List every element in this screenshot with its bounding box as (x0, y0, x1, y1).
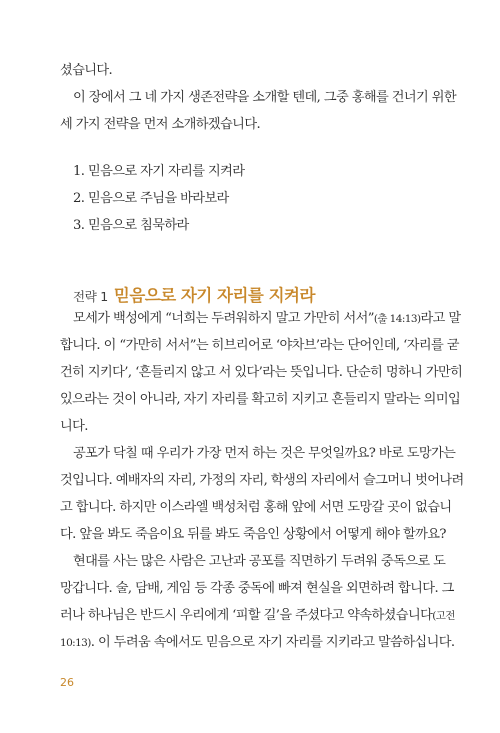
list-item: 2. 믿음으로 주님을 바라보라 (73, 191, 229, 206)
list-item: 1. 믿음으로 자기 자리를 지켜라 (73, 164, 245, 179)
body-text: 라고 말 (420, 311, 461, 326)
body-line: 다. 앞을 봐도 죽음이요 뒤를 봐도 죽음인 상황에서 어떻게 해야 할까요? (60, 527, 446, 542)
intro-paragraph (60, 57, 456, 138)
scripture-reference: (출 14:13) (373, 313, 421, 325)
body-text: . 이 두려움 속에서도 믿음으로 자기 자리를 지키라고 말씀하십니다. (90, 635, 455, 650)
list-item: 3. 믿음으로 침묵하라 (73, 218, 189, 233)
section-title: 믿음으로 자기 자리를 지켜라 (113, 286, 315, 305)
body-line: 공포가 닥칠 때 우리가 가장 먼저 하는 것은 무엇일까요? 바로 도망가는 (73, 446, 456, 461)
body-line (60, 602, 455, 629)
body-line (60, 629, 455, 656)
strategy-list (60, 158, 443, 239)
body-paragraph-3 (60, 548, 455, 656)
body-text: 러나 하나님은 반드시 우리에게 ‘피할 길’을 주셨다고 약속하셨습니다 (60, 608, 433, 623)
body-line: 건히 지키다’, ‘흔들리지 않고 서 있다’라는 뜻입니다. 단순히 멍하니 가만히 (60, 365, 463, 380)
body-line: 현대를 사는 많은 사람은 고난과 공포를 직면하기 두려워 중독으로 도 (73, 554, 446, 569)
body-line (60, 305, 461, 332)
body-line: 것입니다. 예배자의 자리, 가정의 자리, 학생의 자리에서 슬그머니 벗어나려 (60, 473, 464, 488)
body-line: 니다. (60, 419, 88, 434)
body-line: 합니다. 이 “가만히 서서”는 히브리어로 ‘야차브’라는 단어인데, ‘자리를 굳 (60, 338, 459, 353)
scripture-reference: 10:13) (60, 637, 91, 649)
body-text: 모세가 백성에게 “너희는 두려워하지 말고 가만히 서서” (73, 311, 374, 326)
body-line: 고 합니다. 하지만 이스라엘 백성처럼 홍해 앞에 서면 도망갈 곳이 없습니 (60, 500, 452, 515)
body-line: 망갑니다. 술, 담배, 게임 등 각종 중독에 빠져 현실을 외면하려 합니다. 그 (60, 581, 454, 596)
body-paragraph-1 (60, 305, 463, 440)
intro-line: 이 장에서 그 네 가지 생존전략을 소개할 텐데, 그중 홍해를 건너기 위한 (73, 90, 456, 105)
intro-line: 셨습니다. (60, 63, 113, 78)
intro-line: 세 가지 전략을 먼저 소개하겠습니다. (60, 117, 261, 132)
body-paragraph-2 (60, 440, 464, 548)
body-line: 있으라는 것이 아니라, 자기 자리를 확고히 지키고 흔들리지 말라는 의미입 (60, 392, 461, 407)
section-tag: 전략 1 (73, 289, 108, 304)
scripture-reference: (고전 (432, 610, 455, 622)
page-number: 26 (60, 676, 74, 689)
